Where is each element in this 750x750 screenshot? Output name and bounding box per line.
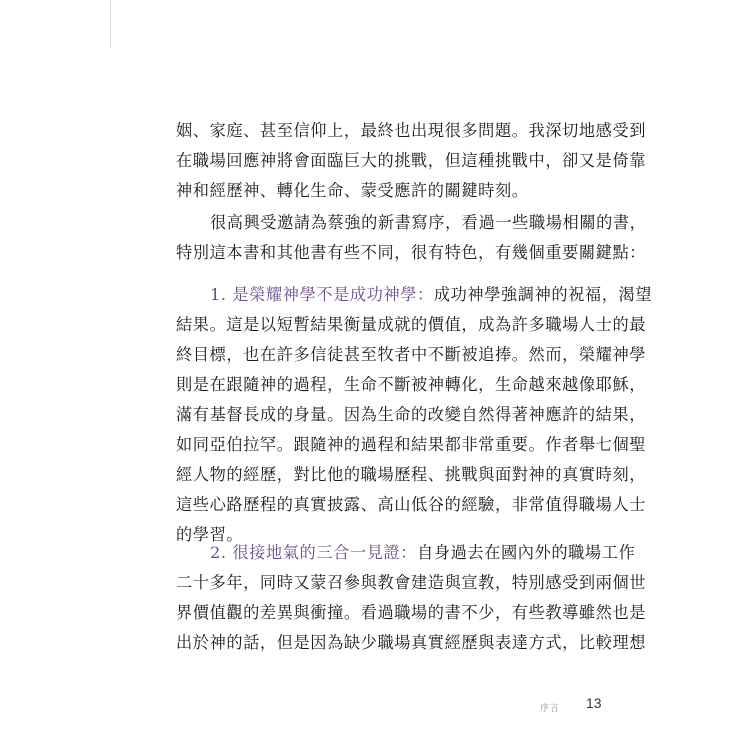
text-line: 的學習。 <box>176 525 244 544</box>
text-line: 在職場回應神將會面臨巨大的挑戰，但這種挑戰中，卻又是倚靠 <box>176 151 647 170</box>
text-line: 這些心路歷程的真實披露、高山低谷的經驗，非常值得職場人士 <box>176 495 647 514</box>
text-line: 終目標，也在許多信徒甚至牧者中不斷被追捧。然而，榮耀神學 <box>176 345 647 364</box>
paragraph-2 <box>176 208 647 268</box>
text-line <box>176 280 653 310</box>
page-footer <box>540 695 610 715</box>
text-line: 很高興受邀請為蔡強的新書寫序，看過一些職場相關的書， <box>210 213 647 232</box>
text-line: 神和經歷神、轉化生命、蒙受應許的關鍵時刻。 <box>176 181 529 200</box>
section-label: 序言 <box>540 704 561 714</box>
paragraph-3 <box>176 280 653 550</box>
text-line: 滿有基督長成的身量。因為生命的改變自然得著神應許的結果， <box>176 405 647 424</box>
text-span: 成功神學強調神的祝福，渴望 <box>433 285 653 304</box>
text-line: 如同亞伯拉罕。跟隨神的過程和結果都非常重要。作者舉七個聖 <box>176 435 647 454</box>
text-line: 二十多年，同時又蒙召參與教會建造與宣教，特別感受到兩個世 <box>176 573 647 592</box>
text-line: 姻、家庭、甚至信仰上，最終也出現很多問題。我深切地感受到 <box>176 121 647 140</box>
text-line: 特別這本書和其他書有些不同，很有特色，有幾個重要關鍵點： <box>176 243 647 262</box>
section-lead: 1. 是榮耀神學不是成功神學： <box>210 285 434 304</box>
section-lead: 2. 很接地氣的三合一見證： <box>210 543 418 562</box>
paragraph-4 <box>176 538 647 658</box>
text-line: 界價值觀的差異與衝撞。看過職場的書不少，有些教導雖然也是 <box>176 603 647 622</box>
text-line: 經人物的經歷，對比他的職場歷程、挑戰與面對神的真實時刻， <box>176 465 647 484</box>
paragraph-1 <box>176 116 647 206</box>
text-line: 結果。這是以短暫結果衡量成就的價值，成為許多職場人士的最 <box>176 315 647 334</box>
text-line: 則是在跟隨神的過程，生命不斷被神轉化，生命越來越像耶穌， <box>176 375 647 394</box>
text-line <box>176 538 636 568</box>
gutter-line <box>110 0 111 48</box>
text-span: 自身過去在國內外的職場工作 <box>417 543 636 562</box>
text-line: 出於神的話，但是因為缺少職場真實經歷與表達方式，比較理想 <box>176 633 647 652</box>
page-number: 13 <box>586 695 602 711</box>
